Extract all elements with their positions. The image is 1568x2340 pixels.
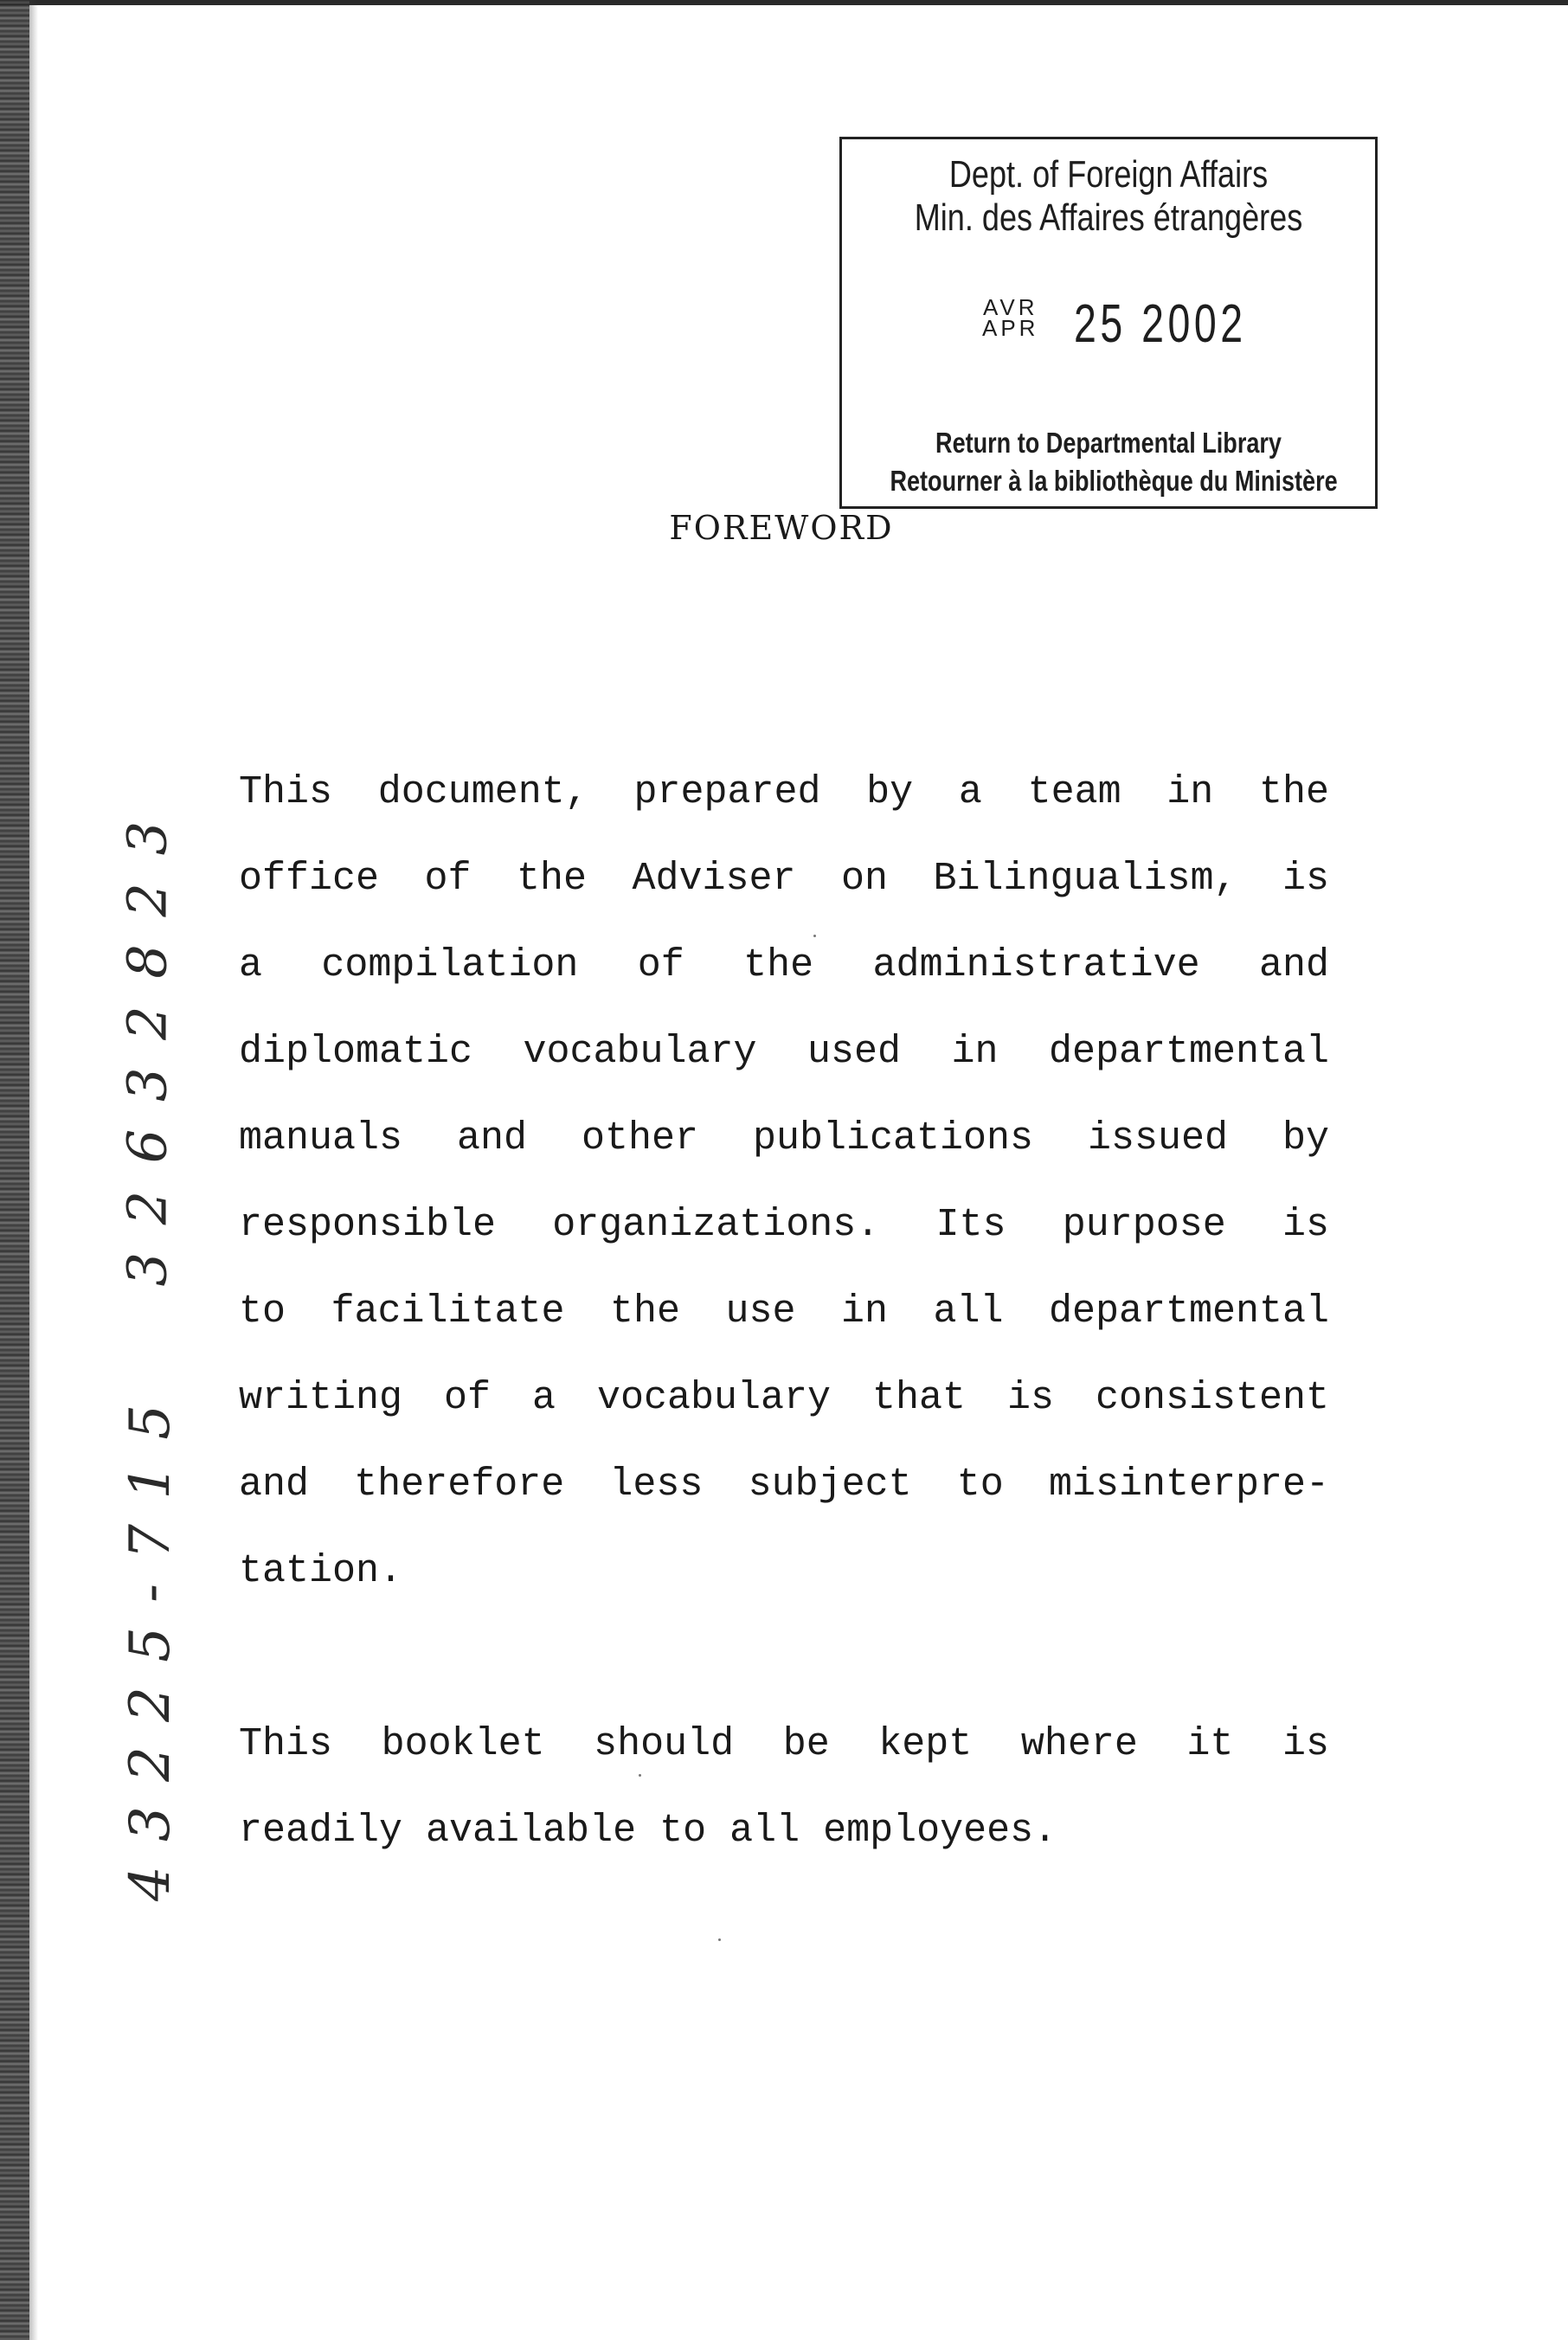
stamp-day-year: 25 2002 <box>1074 294 1247 354</box>
stamp-return-fr: Retourner à la bibliothèque du Ministère <box>890 465 1338 497</box>
stamp-dept-line: Dept. of Foreign Affairs <box>948 153 1269 196</box>
paragraph-1-line: diplomatic vocabulary used in departmental <box>239 1030 1329 1074</box>
paragraph-2 <box>239 1701 1329 1874</box>
handwritten-note-2: 4 3 2 2 5 - 7 1 5 <box>119 1400 183 1901</box>
paragraph-1-line: to facilitate the use in all departmental <box>239 1289 1329 1334</box>
stamp-ministry-line: Min. des Affaires étrangères <box>914 196 1303 239</box>
scan-speck <box>813 935 816 937</box>
binding-edge <box>0 0 29 2340</box>
paragraph-1 <box>239 749 1329 1615</box>
paragraph-1-line: a compilation of the administrative and <box>239 943 1329 987</box>
paragraph-1-line: manuals and other publications issued by <box>239 1116 1329 1160</box>
page-top-edge <box>0 0 1568 5</box>
stamp-return-en: Return to Departmental Library <box>935 427 1282 459</box>
handwritten-note-1: 3 2 6 3 2 8 2 3 <box>115 815 179 1287</box>
paragraph-1-line: This document, prepared by a team in the <box>239 770 1329 814</box>
paragraph-2-line: readily available to all employees. <box>239 1809 1057 1853</box>
paragraph-1-line: writing of a vocabulary that is consistent <box>239 1376 1329 1420</box>
stamp-month-fr: AVR <box>982 294 1038 320</box>
stamp-months <box>982 294 1039 341</box>
stamp-month-en: APR <box>982 315 1039 341</box>
paragraph-1-line: and therefore less subject to misinterpre- <box>239 1462 1329 1507</box>
paragraph-1-line: responsible organizations. Its purpose is <box>239 1203 1329 1247</box>
library-stamp <box>839 137 1378 509</box>
paragraph-1-line: office of the Adviser on Bilingualism, is <box>239 857 1329 901</box>
paragraph-2-line: This booklet should be kept where it is <box>239 1722 1329 1766</box>
stamp-date <box>842 293 1375 371</box>
page-title <box>0 509 1568 547</box>
scan-speck <box>639 1774 641 1777</box>
page-title-text: FOREWORD <box>669 509 894 547</box>
paragraph-1-line: tation. <box>239 1549 403 1593</box>
scan-speck <box>718 1938 721 1941</box>
